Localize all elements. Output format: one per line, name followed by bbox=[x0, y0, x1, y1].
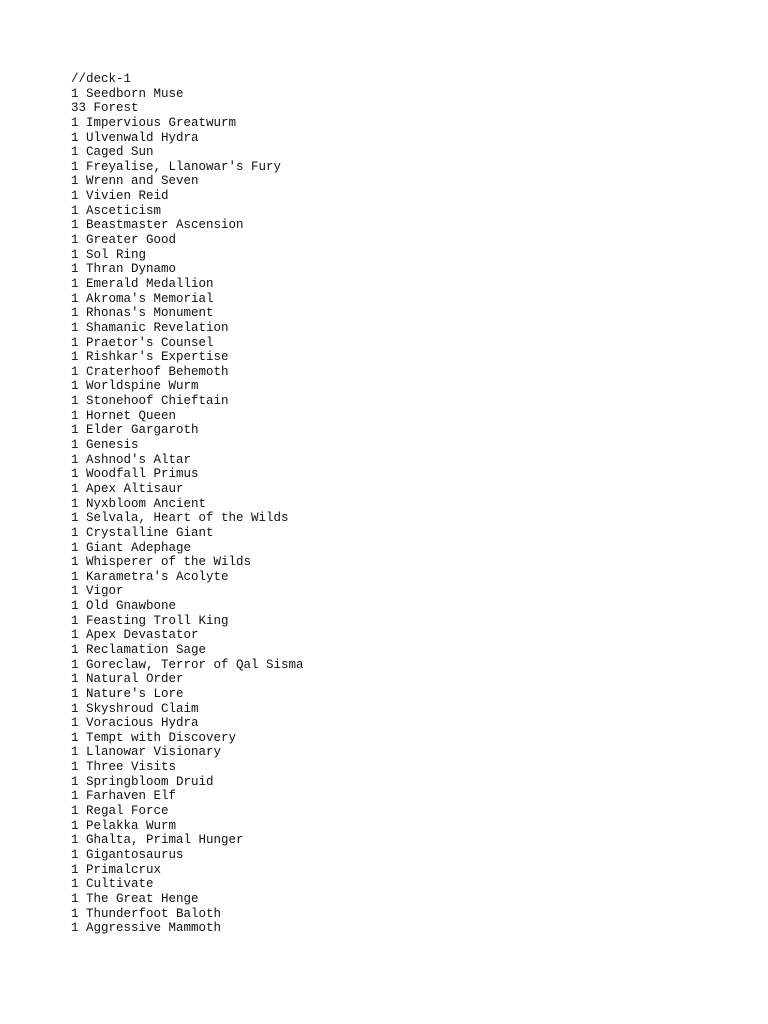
deck-list-item: 1 Ghalta, Primal Hunger bbox=[71, 833, 244, 848]
deck-list-item: 1 Regal Force bbox=[71, 804, 169, 819]
deck-list-item: 1 Elder Gargaroth bbox=[71, 423, 199, 438]
deck-list-item: 1 Greater Good bbox=[71, 233, 177, 248]
deck-list-item: 1 Genesis bbox=[71, 438, 139, 453]
deck-list-item: 1 Apex Devastator bbox=[71, 628, 199, 643]
deck-list-item: 1 Emerald Medallion bbox=[71, 276, 214, 291]
deck-list-item: 1 Worldspine Wurm bbox=[71, 379, 199, 394]
deck-list-item: 1 Rhonas's Monument bbox=[71, 306, 214, 321]
deck-list-document bbox=[71, 72, 751, 936]
deck-list-item: 1 Praetor's Counsel bbox=[71, 335, 214, 350]
deck-list-item: 1 Giant Adephage bbox=[71, 540, 192, 555]
deck-list-item: 1 Vivien Reid bbox=[71, 189, 169, 204]
deck-list-item: 1 Old Gnawbone bbox=[71, 599, 177, 614]
deck-list-item: 1 Gigantosaurus bbox=[71, 847, 184, 862]
deck-list-item: 1 Hornet Queen bbox=[71, 408, 177, 423]
deck-list-item: 1 Woodfall Primus bbox=[71, 467, 199, 482]
deck-list-item: 1 Llanowar Visionary bbox=[71, 745, 222, 760]
deck-list-item: 1 Cultivate bbox=[71, 877, 154, 892]
deck-list-item: 1 Stonehoof Chieftain bbox=[71, 394, 229, 409]
deck-list-item: 1 Thunderfoot Baloth bbox=[71, 906, 222, 921]
deck-list-item: 1 Farhaven Elf bbox=[71, 789, 177, 804]
deck-list-item: 1 Tempt with Discovery bbox=[71, 730, 237, 745]
deck-list-item: 1 Vigor bbox=[71, 584, 124, 599]
deck-list-item: 1 Reclamation Sage bbox=[71, 642, 207, 657]
deck-list-item: 1 Crystalline Giant bbox=[71, 525, 214, 540]
deck-list-item: 1 Asceticism bbox=[71, 203, 162, 218]
deck-list-item: 1 Aggressive Mammoth bbox=[71, 921, 222, 936]
deck-list-item: 1 Selvala, Heart of the Wilds bbox=[71, 511, 289, 526]
deck-list-item: 1 Nyxbloom Ancient bbox=[71, 496, 207, 511]
deck-list-item: 1 Springbloom Druid bbox=[71, 774, 214, 789]
deck-list-item: 1 Voracious Hydra bbox=[71, 716, 199, 731]
deck-list-item: 1 Freyalise, Llanowar's Fury bbox=[71, 159, 282, 174]
deck-list-item: 1 Wrenn and Seven bbox=[71, 174, 199, 189]
deck-list-item: 1 Feasting Troll King bbox=[71, 613, 229, 628]
deck-list-item: 33 Forest bbox=[71, 101, 139, 116]
deck-list-item: 1 The Great Henge bbox=[71, 891, 199, 906]
deck-list-item: 1 Skyshroud Claim bbox=[71, 701, 199, 716]
deck-list-item: 1 Three Visits bbox=[71, 760, 177, 775]
deck-list-item: 1 Craterhoof Behemoth bbox=[71, 364, 229, 379]
deck-list-item: 1 Impervious Greatwurm bbox=[71, 115, 237, 130]
deck-list-item: 1 Ulvenwald Hydra bbox=[71, 130, 199, 145]
deck-list-item: 1 Seedborn Muse bbox=[71, 86, 184, 101]
deck-list-item: 1 Apex Altisaur bbox=[71, 481, 184, 496]
deck-list-item: 1 Akroma's Memorial bbox=[71, 291, 214, 306]
deck-list-item: 1 Thran Dynamo bbox=[71, 262, 177, 277]
deck-list-item: 1 Goreclaw, Terror of Qal Sisma bbox=[71, 657, 304, 672]
deck-list-item: 1 Shamanic Revelation bbox=[71, 320, 229, 335]
deck-list-item: 1 Karametra's Acolyte bbox=[71, 569, 229, 584]
deck-list-item: 1 Ashnod's Altar bbox=[71, 452, 192, 467]
deck-list-item: 1 Nature's Lore bbox=[71, 686, 184, 701]
deck-list-item: 1 Beastmaster Ascension bbox=[71, 218, 244, 233]
deck-list-item: 1 Whisperer of the Wilds bbox=[71, 555, 252, 570]
deck-list-item: 1 Natural Order bbox=[71, 672, 184, 687]
deck-list-item: 1 Caged Sun bbox=[71, 145, 154, 160]
deck-list-item: 1 Rishkar's Expertise bbox=[71, 350, 229, 365]
deck-list-item: 1 Pelakka Wurm bbox=[71, 818, 177, 833]
deck-header: //deck-1 bbox=[71, 72, 132, 86]
deck-list-item: 1 Primalcrux bbox=[71, 862, 162, 877]
deck-list-item: 1 Sol Ring bbox=[71, 247, 147, 262]
